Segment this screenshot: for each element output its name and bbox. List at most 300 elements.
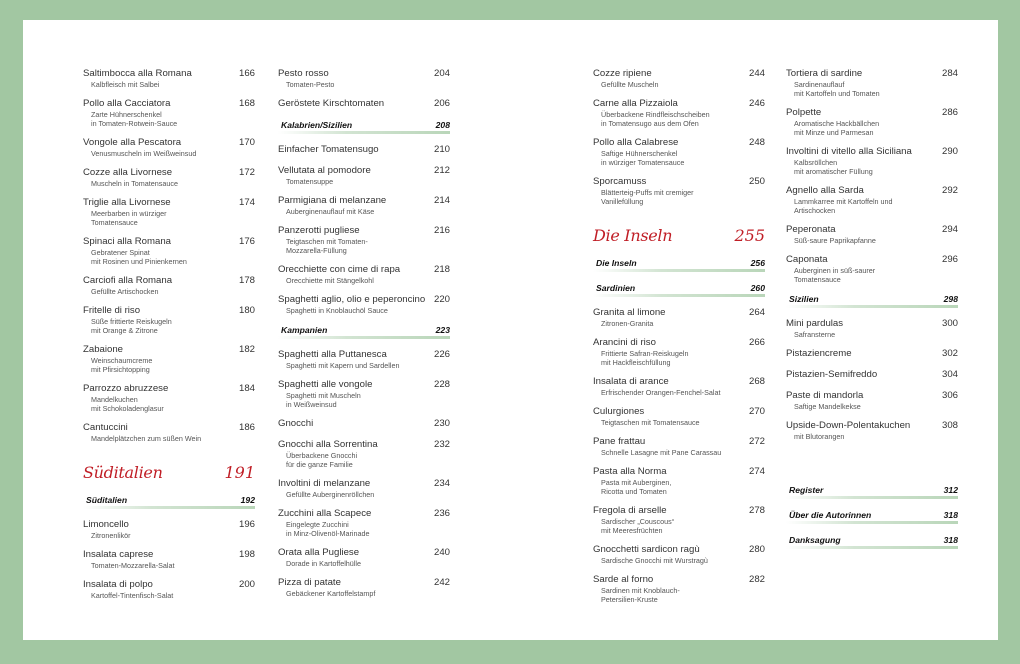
recipe-subtitle: Kalbsröllchen mit aromatischer Füllung (794, 158, 873, 176)
recipe-subtitle: Weinschaumcreme mit Pfirsichtopping (91, 356, 153, 374)
section-heading (83, 463, 255, 482)
entry-title-row (786, 107, 958, 119)
toc-entry[interactable] (786, 254, 958, 284)
entry-title-row (83, 98, 255, 110)
recipe-title: Spinaci alla Romana (83, 236, 171, 247)
page-number: 250 (748, 176, 765, 187)
recipe-title: Sarde al forno (593, 574, 654, 585)
recipe-title: Cantuccini (83, 422, 128, 433)
section-page: 191 (224, 463, 255, 482)
recipe-title: Polpette (786, 107, 822, 118)
column-2 (278, 68, 450, 607)
recipe-title: Fritelle di riso (83, 305, 141, 316)
page-number: 220 (433, 294, 450, 305)
chapter-entry[interactable] (786, 534, 958, 549)
recipe-title: Parrozzo abruzzese (83, 383, 169, 394)
toc-entry[interactable] (83, 305, 255, 335)
page-number: 223 (435, 325, 450, 335)
recipe-subtitle: Tomaten-Mozzarella-Salat (91, 561, 175, 570)
entry-title-row (786, 68, 958, 80)
recipe-title: Geröstete Kirschtomaten (278, 98, 385, 109)
chapter-title: Sizilien (789, 294, 819, 304)
page-number: 278 (748, 505, 765, 516)
entry-title-row (786, 390, 958, 402)
recipe-title: Mini pardulas (786, 318, 844, 329)
recipe-subtitle: Schnelle Lasagne mit Pane Carassau (601, 448, 722, 457)
entry-title-row (278, 439, 450, 451)
page-number: 166 (238, 68, 255, 79)
recipe-title: Vongole alla Pescatora (83, 137, 182, 148)
recipe-subtitle: Orecchiette mit Stängelkohl (286, 276, 374, 285)
recipe-subtitle: Muscheln in Tomatensauce (91, 179, 178, 188)
chapter-title-row (593, 282, 765, 294)
page-number: 180 (238, 305, 255, 316)
entry-title-row (83, 344, 255, 356)
toc-entry[interactable] (83, 344, 255, 374)
recipe-title: Saltimbocca alla Romana (83, 68, 192, 79)
recipe-subtitle: Venusmuscheln im Weißweinsud (91, 149, 197, 158)
entry-title-row (278, 98, 450, 110)
entry-title-row (83, 275, 255, 287)
toc-entry[interactable] (83, 549, 255, 570)
chapter-entry[interactable] (786, 509, 958, 524)
page-number: 312 (943, 485, 958, 495)
chapter-title-row (786, 484, 958, 496)
chapter-title: Die Inseln (596, 258, 637, 268)
toc-entry[interactable] (278, 379, 450, 409)
entry-title-row (786, 146, 958, 158)
recipe-subtitle: Blätterteig-Puffs mit cremiger Vanillefüllung (601, 188, 694, 206)
section-title: Süditalien (83, 463, 163, 482)
recipe-subtitle: Überbackene Gnocchi für die ganze Familie (286, 451, 358, 469)
recipe-subtitle: Safransterne (794, 330, 836, 339)
toc-entry[interactable] (593, 176, 765, 206)
chapter-title: Kalabrien/Sizilien (281, 120, 353, 130)
page-number: 302 (941, 348, 958, 359)
recipe-subtitle: Teigtaschen mit Tomatensauce (601, 418, 700, 427)
toc-entry[interactable] (278, 508, 450, 538)
entry-title-row (278, 68, 450, 80)
toc-entry[interactable] (593, 337, 765, 367)
column-4 (786, 68, 958, 559)
page-number: 240 (433, 547, 450, 558)
column-3 (593, 68, 765, 613)
entry-title-row (593, 574, 765, 586)
page-number: 230 (433, 418, 450, 429)
entry-title-row (593, 137, 765, 149)
chapter-entry[interactable] (786, 484, 958, 499)
toc-entry[interactable] (278, 439, 450, 469)
recipe-title: Gnocchi (278, 418, 314, 429)
toc-entry[interactable] (278, 478, 450, 499)
page-number: 196 (238, 519, 255, 530)
page-number: 248 (748, 137, 765, 148)
recipe-title: Culurgiones (593, 406, 645, 417)
recipe-title: Triglie alla Livornese (83, 197, 171, 208)
page-number: 182 (238, 344, 255, 355)
recipe-title: Insalata di arance (593, 376, 669, 387)
recipe-title: Gnocchi alla Sorrentina (278, 439, 378, 450)
chapter-title-row (786, 293, 958, 305)
entry-title-row (83, 68, 255, 80)
recipe-title: Pistazien-Semifreddo (786, 369, 878, 380)
entry-title-row (278, 294, 450, 306)
recipe-subtitle: Gefüllte Muscheln (601, 80, 659, 89)
recipe-title: Spaghetti aglio, olio e peperoncino (278, 294, 426, 305)
entry-title-row (83, 579, 255, 591)
recipe-subtitle: Gebratener Spinat mit Rosinen und Pinienkernen (91, 248, 187, 266)
recipe-subtitle: Kartoffel-Tintenfisch-Salat (91, 591, 174, 600)
recipe-title: Agnello alla Sarda (786, 185, 864, 196)
toc-entry[interactable] (786, 390, 958, 411)
entry-title-row (278, 508, 450, 520)
entry-title-row (786, 254, 958, 266)
page-number: 300 (941, 318, 958, 329)
recipe-title: Zabaione (83, 344, 124, 355)
recipe-title: Carciofi alla Romana (83, 275, 173, 286)
page-number: 210 (433, 144, 450, 155)
chapter-entry[interactable] (83, 494, 255, 509)
toc-entry[interactable] (278, 144, 450, 156)
toc-entry[interactable] (593, 574, 765, 604)
recipe-title: Arancini di riso (593, 337, 656, 348)
recipe-subtitle: Mandelkuchen mit Schokoladenglasur (91, 395, 164, 413)
recipe-subtitle: Aromatische Hackbällchen mit Minze und Parmesan (794, 119, 880, 137)
recipe-subtitle: Meerbarben in würziger Tomatensauce (91, 209, 167, 227)
entry-title-row (278, 195, 450, 207)
recipe-title: Sporcamuss (593, 176, 647, 187)
page-number: 200 (238, 579, 255, 590)
entry-title-row (786, 185, 958, 197)
page-number: 172 (238, 167, 255, 178)
entry-title-row (593, 337, 765, 349)
entry-title-row (278, 349, 450, 361)
recipe-title: Pesto rosso (278, 68, 329, 79)
entry-title-row (278, 547, 450, 559)
recipe-title: Tortiera di sardine (786, 68, 863, 79)
chapter-title: Über die Autorinnen (789, 510, 872, 520)
toc-entry[interactable] (593, 98, 765, 128)
recipe-subtitle: Erfrischender Orangen-Fenchel-Salat (601, 388, 721, 397)
section-title: Die Inseln (593, 226, 673, 245)
page-number: 244 (748, 68, 765, 79)
toc-entry[interactable] (786, 369, 958, 381)
recipe-title: Pizza di patate (278, 577, 341, 588)
page-number: 256 (750, 258, 765, 268)
recipe-title: Gnocchetti sardicon ragù (593, 544, 700, 555)
recipe-title: Spaghetti alle vongole (278, 379, 373, 390)
toc-entry[interactable] (786, 185, 958, 215)
toc-entry[interactable] (278, 577, 450, 598)
recipe-subtitle: Dorade in Kartoffelhülle (286, 559, 361, 568)
recipe-title: Pollo alla Calabrese (593, 137, 679, 148)
page-number: 272 (748, 436, 765, 447)
entry-title-row (593, 466, 765, 478)
recipe-title: Caponata (786, 254, 828, 265)
recipe-subtitle: Auberginenauflauf mit Käse (286, 207, 375, 216)
recipe-title: Carne alla Pizzaiola (593, 98, 678, 109)
recipe-title: Orata alla Pugliese (278, 547, 360, 558)
chapter-entry[interactable] (786, 293, 958, 308)
chapter-entry[interactable] (278, 324, 450, 339)
recipe-title: Involtini di melanzane (278, 478, 371, 489)
entry-title-row (278, 418, 450, 430)
page-number: 296 (941, 254, 958, 265)
recipe-subtitle: Süß-saure Paprikapfanne (794, 236, 876, 245)
toc-entry[interactable] (593, 307, 765, 328)
recipe-title: Cozze alla Livornese (83, 167, 173, 178)
recipe-subtitle: Tomaten-Pesto (286, 80, 335, 89)
toc-entry[interactable] (278, 264, 450, 285)
toc-entry[interactable] (786, 68, 958, 98)
entry-title-row (278, 478, 450, 490)
page-number: 268 (748, 376, 765, 387)
toc-entry[interactable] (83, 197, 255, 227)
entry-title-row (278, 264, 450, 276)
entry-title-row (593, 376, 765, 388)
recipe-subtitle: Süße frittierte Reiskugeln mit Orange & Zitrone (91, 317, 172, 335)
recipe-title: Orecchiette con cime di rapa (278, 264, 401, 275)
entry-title-row (593, 544, 765, 556)
toc-entry[interactable] (593, 544, 765, 565)
recipe-subtitle: Pasta mit Auberginen, Ricotta und Tomaten (601, 478, 672, 496)
entry-title-row (593, 176, 765, 188)
chapter-entry[interactable] (278, 119, 450, 134)
toc-entry[interactable] (278, 68, 450, 89)
page-number: 284 (941, 68, 958, 79)
recipe-subtitle: Spaghetti mit Kapern und Sardellen (286, 361, 400, 370)
entry-title-row (593, 436, 765, 448)
toc-entry[interactable] (593, 137, 765, 167)
entry-title-row (278, 225, 450, 237)
toc-entry[interactable] (278, 349, 450, 370)
toc-entry[interactable] (83, 98, 255, 128)
page-number: 308 (941, 420, 958, 431)
recipe-subtitle: Spaghetti mit Muscheln in Weißweinsud (286, 391, 361, 409)
page-number: 306 (941, 390, 958, 401)
toc-entry[interactable] (593, 68, 765, 89)
recipe-subtitle: Auberginen in süß-saurer Tomatensauce (794, 266, 876, 284)
recipe-subtitle: Zitronen-Granita (601, 319, 654, 328)
page-number: 290 (941, 146, 958, 157)
recipe-subtitle: Sardinenauflauf mit Kartoffeln und Tomaten (794, 80, 880, 98)
page-number: 318 (943, 535, 958, 545)
toc-entry[interactable] (278, 195, 450, 216)
page-number: 198 (238, 549, 255, 560)
toc-entry[interactable] (83, 236, 255, 266)
entry-title-row (593, 68, 765, 80)
page-number: 280 (748, 544, 765, 555)
recipe-subtitle: Kalbfleisch mit Salbei (91, 80, 160, 89)
chapter-title: Kampanien (281, 325, 328, 335)
section-page: 255 (734, 226, 765, 245)
toc-entry[interactable] (278, 418, 450, 430)
chapter-title: Süditalien (86, 495, 128, 505)
entry-title-row (83, 167, 255, 179)
toc-entry[interactable] (786, 348, 958, 360)
toc-entry[interactable] (278, 98, 450, 110)
recipe-subtitle: Gebäckener Kartoffelstampf (286, 589, 376, 598)
entry-title-row (83, 197, 255, 209)
toc-entry[interactable] (593, 376, 765, 397)
toc-entry[interactable] (83, 383, 255, 413)
chapter-title-row (786, 534, 958, 546)
toc-entry[interactable] (786, 318, 958, 339)
recipe-title: Zucchini alla Scapece (278, 508, 372, 519)
recipe-subtitle: Sardinen mit Knoblauch- Petersilien-Kruste (601, 586, 680, 604)
recipe-title: Involtini di vitello alla Siciliana (786, 146, 912, 157)
recipe-title: Upside-Down-Polentakuchen (786, 420, 911, 431)
page-number: 218 (433, 264, 450, 275)
entry-title-row (593, 98, 765, 110)
recipe-subtitle: Sardischer „Couscous“ mit Meeresfrüchten (601, 517, 675, 535)
page-number: 270 (748, 406, 765, 417)
page-number: 186 (238, 422, 255, 433)
entry-title-row (83, 422, 255, 434)
toc-entry[interactable] (83, 68, 255, 89)
recipe-title: Limoncello (83, 519, 129, 530)
page-number: 174 (238, 197, 255, 208)
page-number: 192 (240, 495, 255, 505)
page-number: 304 (941, 369, 958, 380)
toc-entry[interactable] (83, 519, 255, 540)
recipe-title: Fregola di arselle (593, 505, 667, 516)
page-number: 260 (750, 283, 765, 293)
page-number: 264 (748, 307, 765, 318)
entry-title-row (278, 379, 450, 391)
toc-entry[interactable] (593, 406, 765, 427)
page-number: 228 (433, 379, 450, 390)
entry-title-row (278, 577, 450, 589)
recipe-subtitle: mit Blutorangen (794, 432, 845, 441)
recipe-title: Peperonata (786, 224, 836, 235)
toc-entry[interactable] (593, 436, 765, 457)
recipe-subtitle: Zitronenlikör (91, 531, 131, 540)
recipe-title: Panzerotti pugliese (278, 225, 360, 236)
recipe-title: Cozze ripiene (593, 68, 652, 79)
toc-entry[interactable] (278, 225, 450, 255)
chapter-entry[interactable] (593, 282, 765, 297)
page-number: 170 (238, 137, 255, 148)
toc-page (23, 20, 998, 640)
section-heading (593, 226, 765, 245)
recipe-subtitle: Tomatensuppe (286, 177, 334, 186)
chapter-title-row (278, 324, 450, 336)
toc-entry[interactable] (278, 547, 450, 568)
recipe-title: Pistazienсreme (786, 348, 852, 359)
page-number: 292 (941, 185, 958, 196)
toc-entry[interactable] (278, 165, 450, 186)
page-number: 226 (433, 349, 450, 360)
entry-title-row (786, 318, 958, 330)
chapter-entry[interactable] (593, 257, 765, 272)
page-number: 216 (433, 225, 450, 236)
recipe-subtitle: Überbackene Rindfleischscheiben in Tomatensugo aus dem Ofen (601, 110, 710, 128)
page-number: 318 (943, 510, 958, 520)
page-number: 246 (748, 98, 765, 109)
toc-entry[interactable] (593, 505, 765, 535)
recipe-title: Spaghetti alla Puttanesca (278, 349, 387, 360)
toc-entry[interactable] (786, 420, 958, 441)
recipe-title: Pane frattau (593, 436, 646, 447)
chapter-title: Register (789, 485, 824, 495)
page-number: 298 (943, 294, 958, 304)
recipe-subtitle: Frittierte Safran-Reiskugeln mit Hackfleischfüllung (601, 349, 689, 367)
toc-entry[interactable] (786, 107, 958, 137)
toc-entry[interactable] (83, 137, 255, 158)
recipe-title: Einfacher Tomatensugo (278, 144, 379, 155)
entry-title-row (83, 519, 255, 531)
entry-title-row (278, 165, 450, 177)
entry-title-row (83, 236, 255, 248)
page-number: 234 (433, 478, 450, 489)
recipe-title: Vellutata al pomodore (278, 165, 371, 176)
page-number: 178 (238, 275, 255, 286)
page-number: 184 (238, 383, 255, 394)
recipe-title: Insalata di polpo (83, 579, 153, 590)
page-number: 282 (748, 574, 765, 585)
entry-title-row (83, 305, 255, 317)
page-number: 168 (238, 98, 255, 109)
page-number: 242 (433, 577, 450, 588)
recipe-title: Parmigiana di melanzane (278, 195, 387, 206)
entry-title-row (786, 224, 958, 236)
recipe-subtitle: Lammkarree mit Kartoffeln und Artischocken (794, 197, 893, 215)
entry-title-row (593, 406, 765, 418)
entry-title-row (786, 348, 958, 360)
toc-entry[interactable] (83, 275, 255, 296)
chapter-title-row (83, 494, 255, 506)
toc-entry[interactable] (786, 146, 958, 176)
toc-entry[interactable] (83, 167, 255, 188)
toc-entry[interactable] (278, 294, 450, 315)
entry-title-row (786, 369, 958, 381)
recipe-subtitle: Mandelplätzchen zum süßen Wein (91, 434, 202, 443)
recipe-subtitle: Saftige Hühnerschenkel in würziger Tomatensauce (601, 149, 685, 167)
chapter-title: Sardinien (596, 283, 636, 293)
page-number: 236 (433, 508, 450, 519)
recipe-subtitle: Gefüllte Auberginenröllchen (286, 490, 375, 499)
entry-title-row (278, 144, 450, 156)
recipe-subtitle: Zarte Hühnerschenkel in Tomaten-Rotwein-Sauce (91, 110, 178, 128)
entry-title-row (83, 137, 255, 149)
page-number: 208 (435, 120, 450, 130)
toc-entry[interactable] (83, 579, 255, 600)
chapter-title-row (278, 119, 450, 131)
chapter-title: Danksagung (789, 535, 841, 545)
recipe-subtitle: Gefüllte Artischocken (91, 287, 159, 296)
recipe-title: Pasta alla Norma (593, 466, 667, 477)
toc-entry[interactable] (786, 224, 958, 245)
page-number: 294 (941, 224, 958, 235)
chapter-title-row (593, 257, 765, 269)
recipe-title: Granita al limone (593, 307, 666, 318)
page-number: 266 (748, 337, 765, 348)
entry-title-row (83, 383, 255, 395)
page-number: 212 (433, 165, 450, 176)
entry-title-row (593, 505, 765, 517)
recipe-subtitle: Saftige Mandelkekse (794, 402, 861, 411)
toc-entry[interactable] (593, 466, 765, 496)
column-1 (83, 68, 255, 609)
page-number: 274 (748, 466, 765, 477)
recipe-subtitle: Sardische Gnocchi mit Wurstragù (601, 556, 708, 565)
page-number: 176 (238, 236, 255, 247)
toc-entry[interactable] (83, 422, 255, 443)
recipe-subtitle: Teigtaschen mit Tomaten- Mozzarella-Füllung (286, 237, 368, 255)
entry-title-row (593, 307, 765, 319)
page-number: 286 (941, 107, 958, 118)
